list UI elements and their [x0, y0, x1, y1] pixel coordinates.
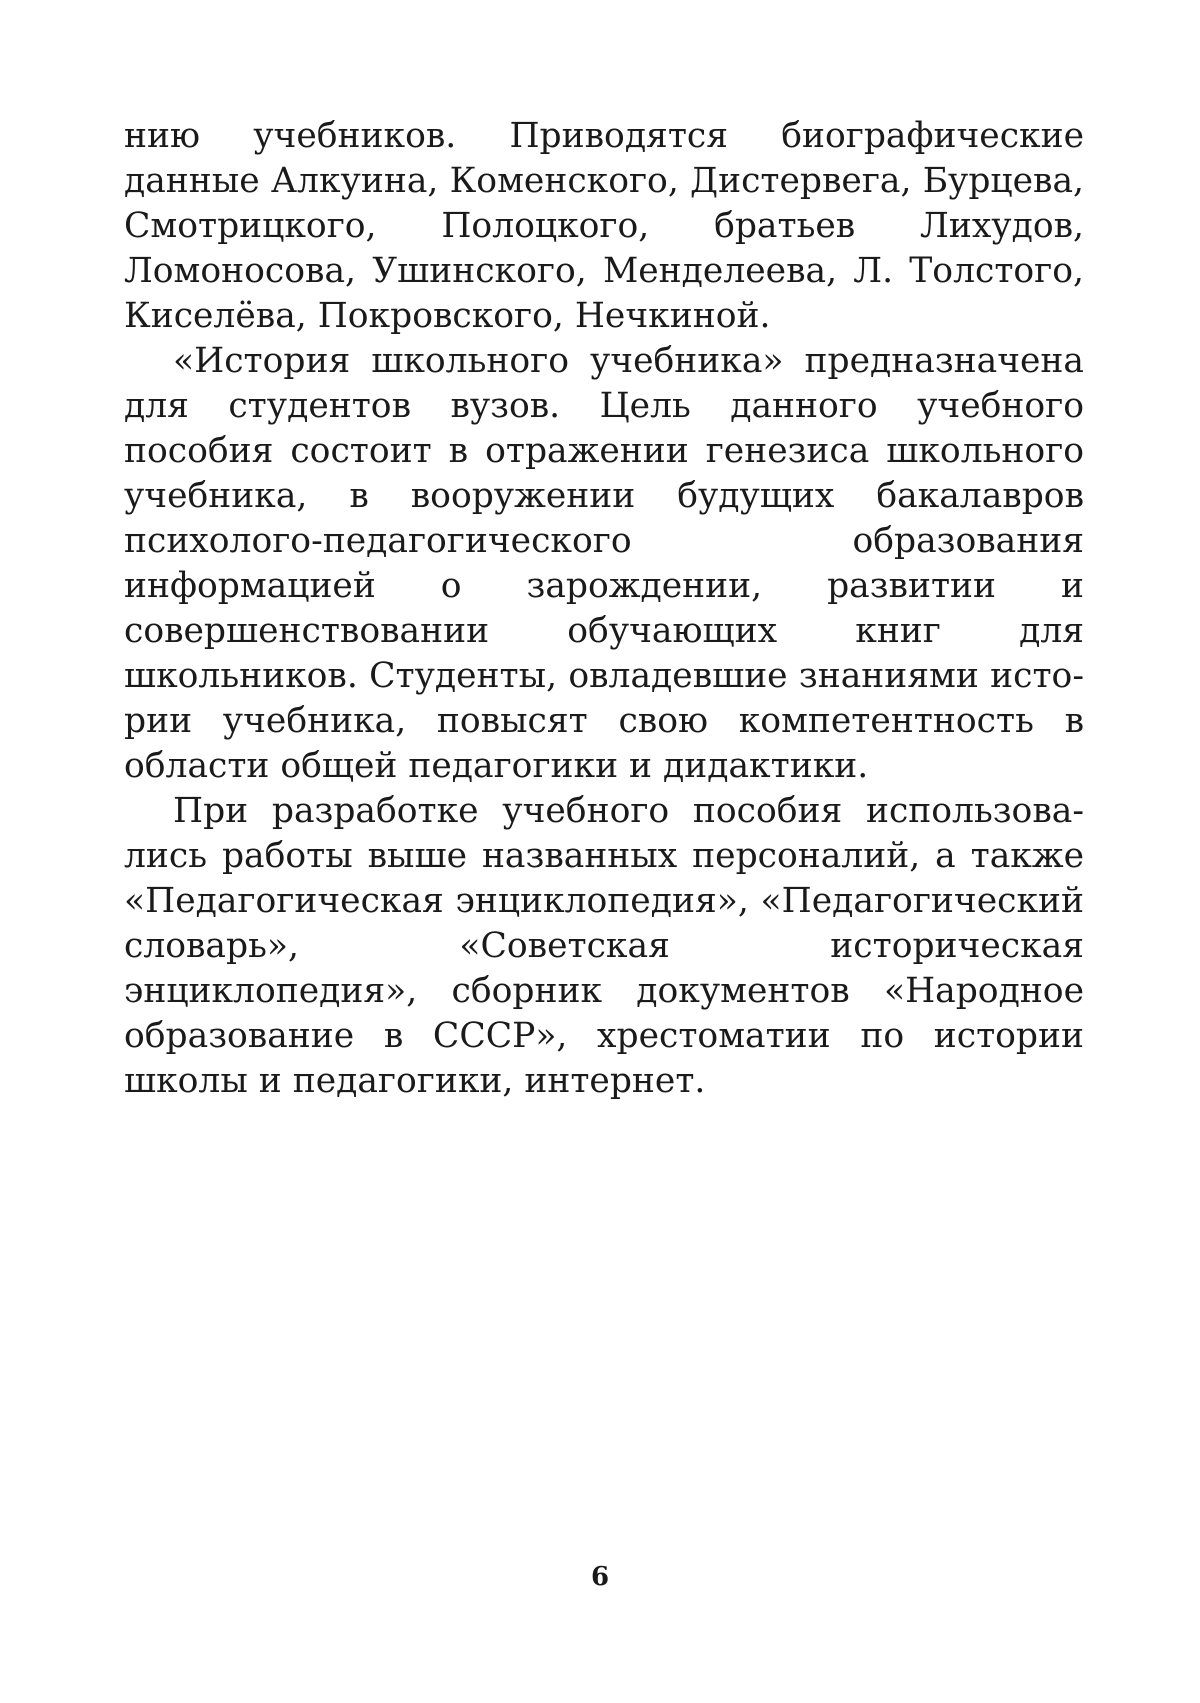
body-text	[124, 114, 1084, 1104]
paragraph-sources: При разработке учебного пособия использовались работы выше названных персоналий, а также «Педагогическая энциклопедия», «Педагогический словарь», «Советская историческая энциклопедия», сборник документов «Народное образование в СССР», хрестоматии по истории школы и педагогики, интернет.	[124, 791, 1084, 1101]
page-number: 6	[590, 1562, 610, 1592]
paragraph-purpose: «История школьного учебника» предназначена для студентов вузов. Цель данного учебного пособия состоит в отражении генезиса школьного учебника, в вооружении будущих бакалавров психолого-педагогического образования информацией о зарождении, развитии и совершенствовании обучающих книг для школьников. Студенты, овладевшие знаниями истории учебника, повысят свою компетентность в области общей педагогики и дидактики.	[124, 341, 1084, 786]
paragraph-continued: нию учебников. Приводятся биографические данные Алкуина, Коменского, Дистервега, Бурцева, Смотрицкого, Полоцкого, братьев Лихудов, Ломоносова, Ушинского, Менделеева, Л. Толстого, Киселёва, Покровского, Нечкиной.	[124, 116, 1084, 336]
